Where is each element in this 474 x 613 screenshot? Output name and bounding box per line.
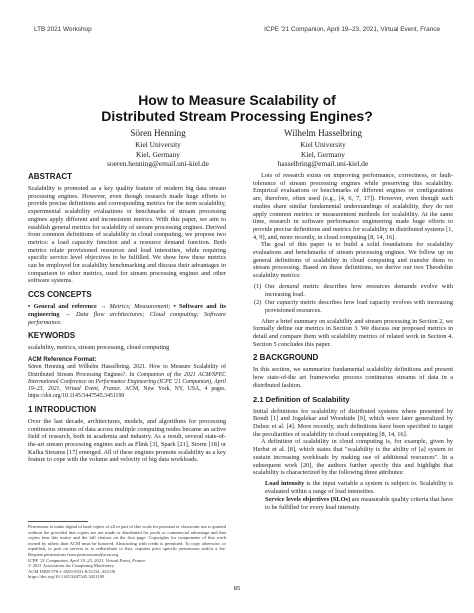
right-column: [253, 172, 453, 513]
background-text: In this section, we summarize fundamental scalability definitions and present how state-of-the art frameworks process continuous streams of data in a distributed fashion.: [253, 366, 453, 389]
paragraph: After a brief summary on scalability and stream processing in Section 2, we formally define our metrics in Section 3. We discuss our proposed metrics in detail and compare them with scalability metrics of related work in Section 4. Section 5 concludes this paper.: [253, 317, 453, 348]
header-right: ICPE '21 Companion, April 19–23, 2021, Virtual Event, France: [264, 26, 440, 33]
permission-copyright: © 2021 Association for Computing Machinery.: [28, 563, 115, 569]
author-affiliation: Kiel University: [135, 140, 181, 149]
author-name: Sören Henning: [130, 128, 186, 138]
definition-heading: 2.1 Definition of Scalability: [253, 394, 350, 404]
abstract-text: Scalability is promoted as a key quality feature of modern big data stream processing engines. However, even though research made huge efforts to provide precise definitions and corresponding metrics for the term scalability, experimental scalability evaluations or benchmarks of stream processing engines apply different and inconsistent metrics. With this paper, we aim to establish general metrics for scalability of stream processing engines. Derived from common definitions of scalability in cloud computing, we propose two metrics: a load capacity function and a resource demand function. Both metrics relate provisioned resources and load intensities, while requiring specific service level objectives to be fulfilled. We show how these metrics can be employed for scalability benchmarking and discuss their advantages in comparison to other metrics, used for stream processing engines and other software systems.: [28, 185, 226, 285]
attribute-item: Service levels objectives (SLOs) are measurable quality criteria that have to be fulfilled for every load intensity.: [265, 496, 453, 512]
metrics-list: [254, 282, 453, 315]
background-heading: 2 BACKGROUND: [253, 353, 319, 363]
list-item: (1) Our demand metric describes how resources demands evolve with increasing load.: [254, 282, 453, 298]
author-block-2: [248, 128, 398, 169]
list-item: (2) Our capacity metric describes how load capacity evolves with increasing provisioned resources.: [254, 299, 453, 314]
keywords-heading: KEYWORDS: [28, 331, 76, 341]
running-header: [34, 26, 440, 36]
title-line-1: How to Measure Scalability of: [138, 92, 336, 108]
ccs-text: • General and reference → Metrics; Measurement; • Software and its engineering → Data flow architectures; Cloud computing; Software performance.: [28, 303, 226, 326]
permission-notice: [28, 521, 226, 580]
paper-title: [0, 93, 474, 124]
paragraph: The goal of this paper is to build a solid foundations for scalability evaluations and benchmarks of stream processing engines. We follow up on general definitions of scalability in cloud computing and transfer them to stream processing. Based on these definitions, we derive our two Theodolite scalability metrics:: [253, 241, 453, 280]
introduction-text: Over the last decade, architectures, models, and algorithms for processing continuous streams of data across multiple computing nodes became an active field of research, both in academia and industry. As a result, several state-of-the-art stream processing engines such as Flink [3], Spark [21], Storm [18] or Kafka Streams [17] emerged. All of these engines promote scalability as a key feature to cope with the volume and velocity of big data workloads.: [28, 417, 226, 464]
page-number: 85: [233, 585, 241, 592]
permission-text: Permission to make digital or hard copies of all or part of this work for personal or classroom use is granted without fee provided that copies are not made or distributed for profit or commercial advantage and that copies bear this notice and the full citation on the first page. Copyrights for components of this work owned by others than ACM must be honored. Abstracting with credit is permitted. To copy otherwise, or republish, to post on servers or to redistribute to lists, requires prior specific permission and/or a fee. Request permissions from permissions@acm.org.: [28, 524, 226, 557]
permission-venue: ICPE '21 Companion, April 19–23, 2021, Virtual Event, France: [28, 557, 146, 563]
introduction-heading: 1 INTRODUCTION: [28, 404, 96, 414]
header-left: LTB 2021 Workshop: [34, 26, 92, 33]
author-block-1: [83, 128, 233, 169]
attribute-list: [265, 480, 453, 512]
footnote-rule: [28, 521, 88, 522]
author-email[interactable]: soeren.henning@email.uni-kiel.de: [107, 159, 209, 169]
permission-isbn: ACM ISBN 978-1-4503-8331-8/21/04...$15.00: [28, 568, 116, 574]
author-email[interactable]: hasselbring@email.uni-kiel.de: [277, 159, 369, 169]
title-line-2: Distributed Stream Processing Engines?: [101, 107, 373, 124]
attribute-item: Load intensity is the input variable a system is subject to. Scalability is evaluated within a range of load intensities.: [265, 479, 453, 495]
acm-reference-heading: ACM Reference Format:: [28, 356, 97, 363]
abstract-heading: ABSTRACT: [28, 172, 72, 181]
left-column: [28, 172, 226, 464]
author-location: Kiel, Germany: [136, 149, 180, 159]
ccs-heading: CCS CONCEPTS: [28, 290, 92, 300]
acm-reference-text: Sören Henning and Wilhelm Hasselbring. 2021. How to Measure Scalability of Distributed Stream Processing Engines?. In Companion of the 2021 ACM/SPEC International Conference on Performance Engineering (ICPE '21 Companion), April 19–23, 2021, Virtual Event, France. ACM, New York, NY, USA, 4 pages. https://doi.org/10.1145/3447545.3451190: [28, 364, 226, 399]
keywords-text: scalability, metrics, stream processing, cloud computing: [28, 344, 170, 352]
author-affiliation: Kiel University: [300, 140, 346, 149]
author-name: Wilhelm Hasselbring: [284, 128, 362, 138]
paragraph: Lots of research exists on improving performance, correctness, or fault-tolerance of stream processing engines while preserving this scalability. Empirical evaluations or benchmarks of different engines or configurations are, therefore, often used (e.g., [4, 6, 7, 17]). However, even though such studies share similar fundamental understandings of scalability, they do not apply common metrics or measurement methods for scalability. At the same time, research in software performance engineering made huge efforts to provide precise definitions and metrics for scalability in distributed systems [1, 4, 9], and, more recently, in cloud computing [8, 14, 16].: [253, 172, 453, 241]
permission-doi[interactable]: https://doi.org/10.1145/3447545.3451190: [28, 574, 105, 580]
paragraph: A definition of scalability in cloud computing is, for example, given by Herbst et al. [8], which states that "scalability is the ability of [a] system to sustain increasing workloads by making use of additional resources". In a subsequent work [20], the authors further specify this and highlight that scalability is characterized by the following three attributes:: [253, 438, 453, 477]
paragraph: Initial definitions for scalability of distributed systems where presented by Bondi [1] and Jogalekar and Woodside [9], which were later generalized by Duboc et al. [4]. More recently, such definitions have been specified to target the peculiarities of scalability in cloud computing [8, 14, 16].: [253, 407, 453, 438]
author-location: Kiel, Germany: [301, 149, 345, 159]
